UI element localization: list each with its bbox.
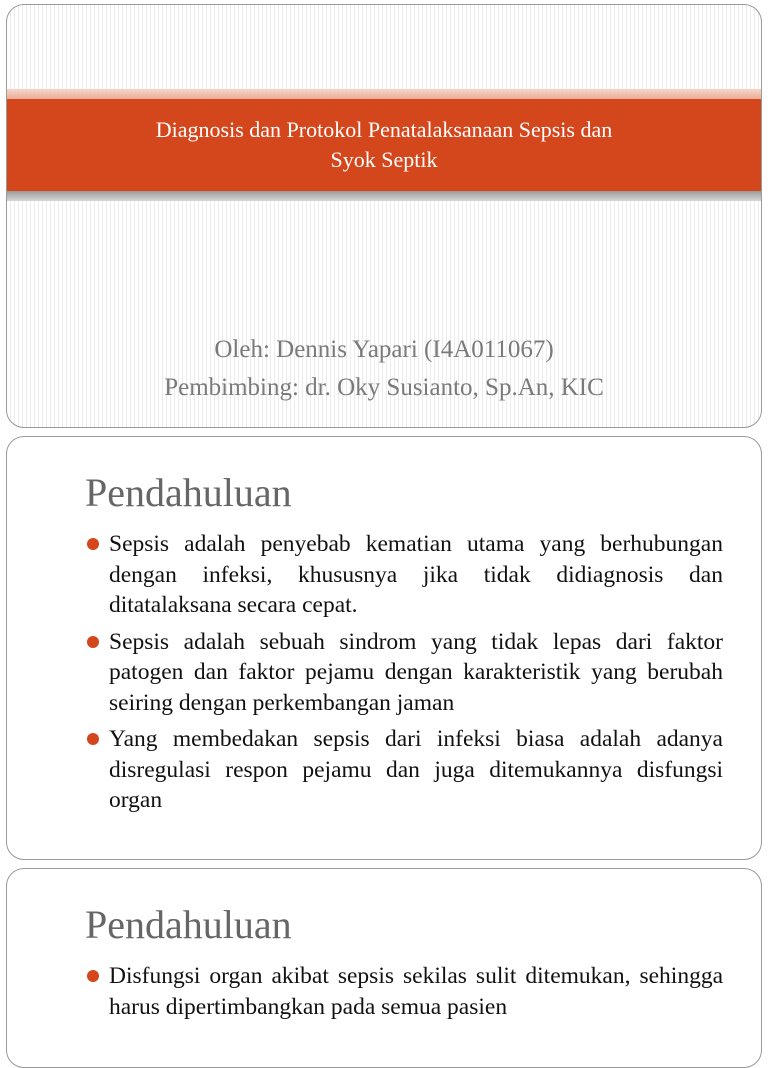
banner-bottom-shadow [7,191,761,201]
bullet-dot-icon [87,538,99,550]
title-banner [7,89,761,201]
presentation-title-line-1: Diagnosis dan Protokol Penatalaksanaan Sepsis dan [155,117,613,142]
title-slide [6,4,762,428]
bullet-list [85,961,723,1028]
bullet-dot-icon [87,733,99,745]
bullet-dot-icon [87,636,99,648]
author-line: Oleh: Dennis Yapari (I4A011067) [214,336,554,363]
list-item [85,627,723,719]
content-slide-1 [6,436,762,860]
list-item [85,724,723,816]
list-item [85,961,723,1022]
presentation-title-line-2: Syok Septik [330,147,438,172]
title-band [7,99,761,191]
bullet-list [85,529,723,822]
content-slide-2 [6,868,762,1068]
bullet-dot-icon [87,970,99,982]
bullet-text: Sepsis adalah sebuah sindrom yang tidak lepas dari faktor patogen dan faktor pejamu dengan karakteristik yang berubah seiring dengan perkembangan jaman [109,628,723,716]
slide-heading: Pendahuluan [85,902,292,947]
bullet-text: Yang membedakan sepsis dari infeksi biasa adalah adanya disregulasi respon pejamu dan juga ditemukannya disfungsi organ [109,726,723,813]
subtitle-block [7,331,761,407]
bullet-text: Disfungsi organ akibat sepsis sekilas sulit ditemukan, sehingga harus dipertimbangkan pada semua pasien [109,963,723,1020]
slide-heading: Pendahuluan [85,470,292,515]
supervisor-line: Pembimbing: dr. Oky Susianto, Sp.An, KIC [164,374,604,401]
list-item [85,529,723,621]
bullet-text: Sepsis adalah penyebab kematian utama yang berhubungan dengan infeksi, khususnya jika tidak didiagnosis dan ditatalaksana secara cepat. [109,531,723,618]
